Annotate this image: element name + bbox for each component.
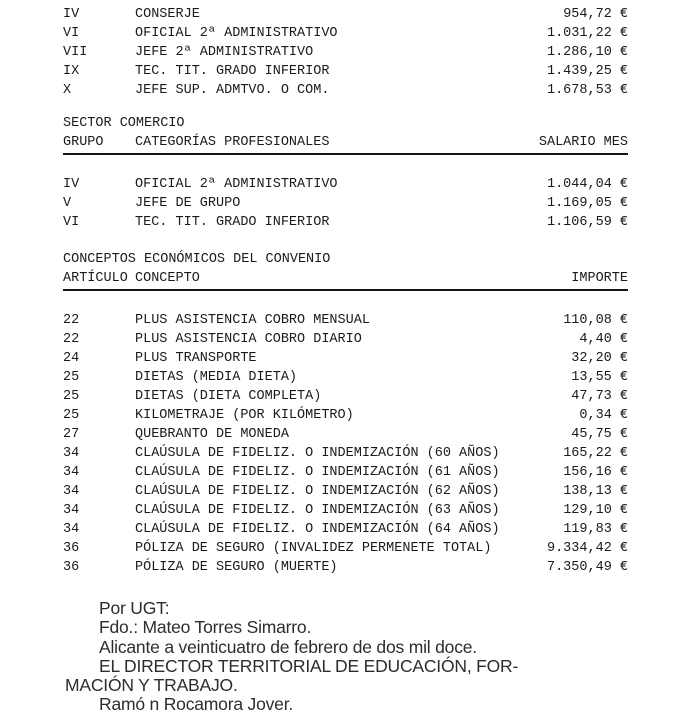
conceptos-economicos-table-header <box>63 269 628 291</box>
signature-block <box>63 599 628 715</box>
table-row <box>63 501 628 520</box>
amount-cell: 1.044,04 € <box>546 177 628 192</box>
table-row <box>63 175 628 194</box>
amount-cell: 1.678,53 € <box>546 83 628 98</box>
amount-cell: 32,20 € <box>571 351 628 366</box>
category-cell: CLAÚSULA DE FIDELIZ. O INDEMIZACIÓN (62 AÑOS) <box>135 484 500 499</box>
category-cell: QUEBRANTO DE MONEDA <box>135 427 289 442</box>
sector-comercio-table-rows <box>63 175 628 232</box>
group-cell: IV <box>63 7 80 22</box>
group-cell: 24 <box>63 351 80 366</box>
table-row <box>63 482 628 501</box>
category-cell: TEC. TIT. GRADO INFERIOR <box>135 64 330 79</box>
group-cell: 22 <box>63 313 80 328</box>
group-cell: VII <box>63 45 88 60</box>
amount-cell: 119,83 € <box>563 522 628 537</box>
amount-cell: 1.439,25 € <box>546 64 628 79</box>
signature-line: EL DIRECTOR TERRITORIAL DE EDUCACIÓN, FOR- <box>99 655 519 676</box>
category-cell: JEFE 2ª ADMINISTRATIVO <box>135 45 314 60</box>
category-cell: JEFE SUP. ADMTVO. O COM. <box>135 83 330 98</box>
conceptos-economicos-table <box>63 250 628 577</box>
amount-cell: 45,75 € <box>571 427 628 442</box>
category-cell: CLAÚSULA DE FIDELIZ. O INDEMIZACIÓN (63 AÑOS) <box>135 503 500 518</box>
table-row <box>63 539 628 558</box>
category-cell: PLUS ASISTENCIA COBRO DIARIO <box>135 332 362 347</box>
amount-cell: 13,55 € <box>571 370 628 385</box>
category-cell: KILOMETRAJE (POR KILÓMETRO) <box>135 408 354 423</box>
category-cell: CLAÚSULA DE FIDELIZ. O INDEMIZACIÓN (64 AÑOS) <box>135 522 500 537</box>
group-cell: 25 <box>63 408 80 423</box>
table-row <box>63 444 628 463</box>
table-row <box>63 213 628 232</box>
amount-cell: 47,73 € <box>571 389 628 404</box>
group-cell: 34 <box>63 465 80 480</box>
amount-cell: 4,40 € <box>579 332 628 347</box>
table-row <box>63 5 628 24</box>
group-cell: X <box>63 83 72 98</box>
signature-line: MACIÓN Y TRABAJO. <box>65 675 238 696</box>
group-cell: V <box>63 196 72 211</box>
table-row <box>63 194 628 213</box>
group-cell: VI <box>63 26 80 41</box>
conceptos-economicos-table-title: CONCEPTOS ECONÓMICOS DEL CONVENIO <box>63 252 331 267</box>
salary-table-continuation-rows <box>63 5 628 100</box>
header-col-label: CONCEPTO <box>135 271 200 286</box>
category-cell: PLUS TRANSPORTE <box>135 351 257 366</box>
conceptos-economicos-table-rows <box>63 311 628 577</box>
table-row <box>63 330 628 349</box>
table-row <box>63 558 628 577</box>
amount-cell: 9.334,42 € <box>546 541 628 556</box>
group-cell: 34 <box>63 484 80 499</box>
signature-line: Alicante a veinticuatro de febrero de dos mil doce. <box>99 636 477 657</box>
amount-cell: 1.031,22 € <box>546 26 628 41</box>
header-col-group: GRUPO <box>63 135 104 150</box>
table-row <box>63 520 628 539</box>
category-cell: OFICIAL 2ª ADMINISTRATIVO <box>135 177 338 192</box>
group-cell: 25 <box>63 370 80 385</box>
category-cell: CLAÚSULA DE FIDELIZ. O INDEMIZACIÓN (60 AÑOS) <box>135 446 500 461</box>
header-col-amount: IMPORTE <box>571 271 628 286</box>
group-cell: VI <box>63 215 80 230</box>
signature-line: Fdo.: Mateo Torres Simarro. <box>99 617 312 638</box>
table-row <box>63 311 628 330</box>
category-cell: DIETAS (MEDIA DIETA) <box>135 370 298 385</box>
category-cell: CLAÚSULA DE FIDELIZ. O INDEMIZACIÓN (61 AÑOS) <box>135 465 500 480</box>
signature-line: Por UGT: <box>99 598 170 618</box>
group-cell: IV <box>63 177 80 192</box>
table-row <box>63 62 628 81</box>
sector-comercio-table-header <box>63 133 628 155</box>
group-cell: 25 <box>63 389 80 404</box>
category-cell: DIETAS (DIETA COMPLETA) <box>135 389 322 404</box>
signature-line: Ramó n Rocamora Jover. <box>99 694 294 715</box>
amount-cell: 156,16 € <box>563 465 628 480</box>
group-cell: 34 <box>63 522 80 537</box>
table-row <box>63 425 628 444</box>
table-row <box>63 81 628 100</box>
table-row <box>63 24 628 43</box>
category-cell: JEFE DE GRUPO <box>135 196 241 211</box>
table-row <box>63 368 628 387</box>
amount-cell: 165,22 € <box>563 446 628 461</box>
table-row <box>63 406 628 425</box>
header-col-amount: SALARIO MES <box>538 135 628 150</box>
sector-comercio-table-title: SECTOR COMERCIO <box>63 116 185 131</box>
header-col-group: ARTÍCULO <box>63 271 128 286</box>
group-cell: 36 <box>63 541 80 556</box>
category-cell: PLUS ASISTENCIA COBRO MENSUAL <box>135 313 370 328</box>
category-cell: CONSERJE <box>135 7 200 22</box>
table-row <box>63 387 628 406</box>
amount-cell: 129,10 € <box>563 503 628 518</box>
sector-comercio-table <box>63 114 628 232</box>
group-cell: 34 <box>63 503 80 518</box>
table-row <box>63 349 628 368</box>
group-cell: 34 <box>63 446 80 461</box>
category-cell: PÓLIZA DE SEGURO (INVALIDEZ PERMENETE TOTAL) <box>135 541 492 556</box>
group-cell: IX <box>63 64 80 79</box>
salary-table-continuation <box>63 5 628 100</box>
amount-cell: 954,72 € <box>563 7 628 22</box>
amount-cell: 138,13 € <box>563 484 628 499</box>
amount-cell: 1.169,05 € <box>546 196 628 211</box>
category-cell: OFICIAL 2ª ADMINISTRATIVO <box>135 26 338 41</box>
amount-cell: 1.286,10 € <box>546 45 628 60</box>
table-row <box>63 43 628 62</box>
amount-cell: 7.350,49 € <box>546 560 628 575</box>
category-cell: PÓLIZA DE SEGURO (MUERTE) <box>135 560 338 575</box>
table-row <box>63 463 628 482</box>
category-cell: TEC. TIT. GRADO INFERIOR <box>135 215 330 230</box>
amount-cell: 1.106,59 € <box>546 215 628 230</box>
amount-cell: 0,34 € <box>579 408 628 423</box>
group-cell: 22 <box>63 332 80 347</box>
group-cell: 36 <box>63 560 80 575</box>
header-col-label: CATEGORÍAS PROFESIONALES <box>135 135 330 150</box>
group-cell: 27 <box>63 427 80 442</box>
amount-cell: 110,08 € <box>563 313 628 328</box>
tables-area <box>63 5 628 577</box>
